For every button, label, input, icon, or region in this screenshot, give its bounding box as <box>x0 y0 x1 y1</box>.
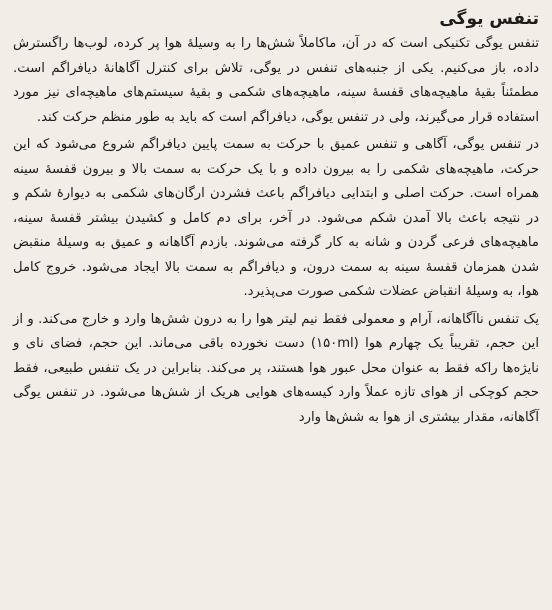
section-title: تنفس یوگی <box>439 9 539 29</box>
paragraph-intro: تنفس یوگی تکنیکی است که در آن، ماکاملاً شش‌ها را به وسیلهٔ هوا پر کرده، لوب‌ها راگسترش داده، باز می‌کنیم. یکی از جنبه‌های تنفس در یوگی، تلاش برای کنترل آگاهانهٔ دیافراگم است. مطمئناً بقیهٔ ماهیچه‌های قفسهٔ سینه، ماهیچه‌های شکمی و بقیهٔ سیستم‌های ماهیچه‌ای نیز مورد استفاده قرار می‌گیرند، ولی در تنفس یوگی، دیافراگم است که باید به طور منظم حرکت کند. <box>13 36 539 125</box>
paragraph-breath-volume: یک تنفس ناآگاهانه، آرام و معمولی فقط نیم لیتر هوا را به درون شش‌ها وارد و خارج می‌کند. و از این حجم، تقریباً یک چهارم هوا (۱۵۰ml) دست نخورده باقی می‌ماند. این حجم، فضای نای و نایژه‌ها راکه فقط به عنوان محل عبور هوا هستند، پر می‌کند. بنابراین در یک تنفس طبیعی، فقط حجم کوچکی از هوای تازه عملاً وارد کیسه‌های هوایی هریک از شش‌ها می‌شود. در تنفس یوگی آگاهانه، مقدار بیشتری از هوا به شش‌ها وارد <box>13 311 540 425</box>
paragraph-diaphragm-movement: در تنفس یوگی، آگاهی و تنفس عمیق با حرکت به سمت پایین دیافراگم شروع می‌شود که این حرکت، ماهیچه‌های شکمی را به بیرون داده و با یک حرکت به سمت بالا و بیرون قفسهٔ سینه همراه است. حرکت اصلی و ابتدایی دیافراگم باعث فشردن ارگان‌های شکمی به دیوارهٔ شکم و در نتیجه باعث بالا آمدن شکم می‌شود. در آخر، برای دم کامل و کشیدن بیشتر قفسهٔ سینه، ماهیچه‌های فرعی گردن و شانه به کار گرفته می‌شوند. بازدم آگاهانه و عمیق به وسیلهٔ منقبض شدن همزمان قفسهٔ سینه به سمت درون، و دیافراگم به سمت بالا ایجاد می‌شود. خروج کامل هوا، به وسیلهٔ انقباض عضلات شکمی صورت می‌پذیرد. <box>13 137 539 299</box>
